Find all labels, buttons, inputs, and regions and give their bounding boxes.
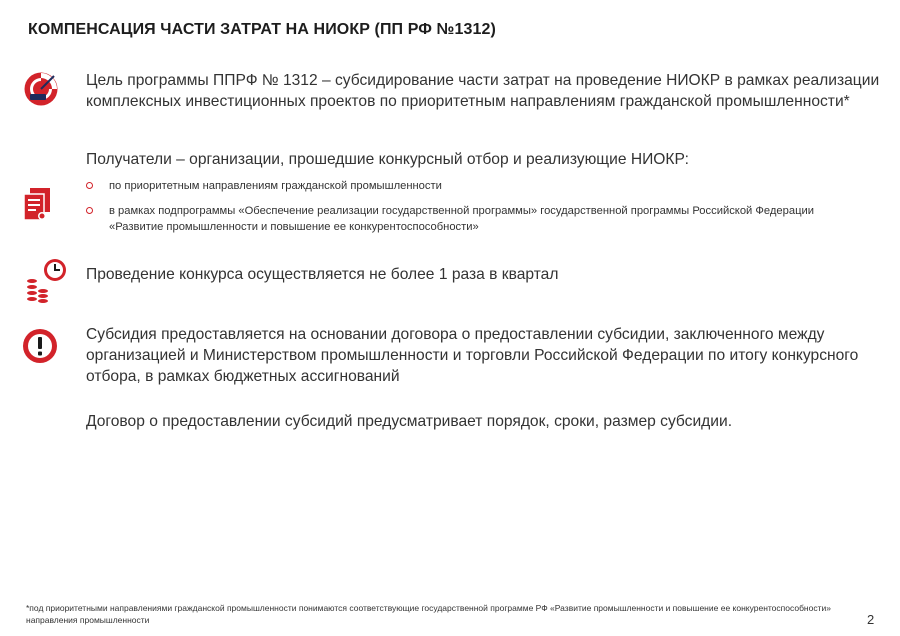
subsidy-text: Субсидия предоставляется на основании договора о предоставлении субсидии, заключенного между организацией и Министерством промышленности и торговли Российской Федерации по итогу конкурсного отбора, в рамках бюджетных ассигнований [86,326,859,385]
recipients-item: в рамках подпрограммы «Обеспечение реализации государственной программы» государственной программы Российской Федерации «Развитие промышленности и повышение ее конкурентоспособности» [86,203,866,235]
agreement-text: Договор о предоставлении субсидий предусматривает порядок, сроки, размер субсидии. [86,413,733,430]
bullet-marker [86,182,93,189]
footnote: *под приоритетными направлениями гражданской промышленности понимаются соответствующие государственной программе РФ «Развитие промышленности и повышение ее конкурентоспособности» направления промышленности [26,603,831,625]
recipients-heading: Получатели – организации, прошедшие конкурсный отбор и реализующие НИОКР: [86,151,689,168]
clock-coins-icon [24,257,68,303]
recipients-item: по приоритетным направлениям гражданской промышленности [86,178,866,194]
program-goal-text: Цель программы ППРФ № 1312 – субсидирование части затрат на проведение НИОКР в рамках реализации комплексных инвестиционных проектов по приоритетным направлениям гражданской промышленности* [86,72,880,110]
documents-icon [24,188,52,222]
bullet-marker [86,207,93,214]
page-number: 2 [867,612,875,627]
page-title: КОМПЕНСАЦИЯ ЧАСТИ ЗАТРАТ НА НИОКР (ПП РФ №1312) [28,21,496,38]
contest-text: Проведение конкурса осуществляется не более 1 раза в квартал [86,266,559,283]
target-icon [22,70,60,108]
warning-icon [21,327,59,365]
